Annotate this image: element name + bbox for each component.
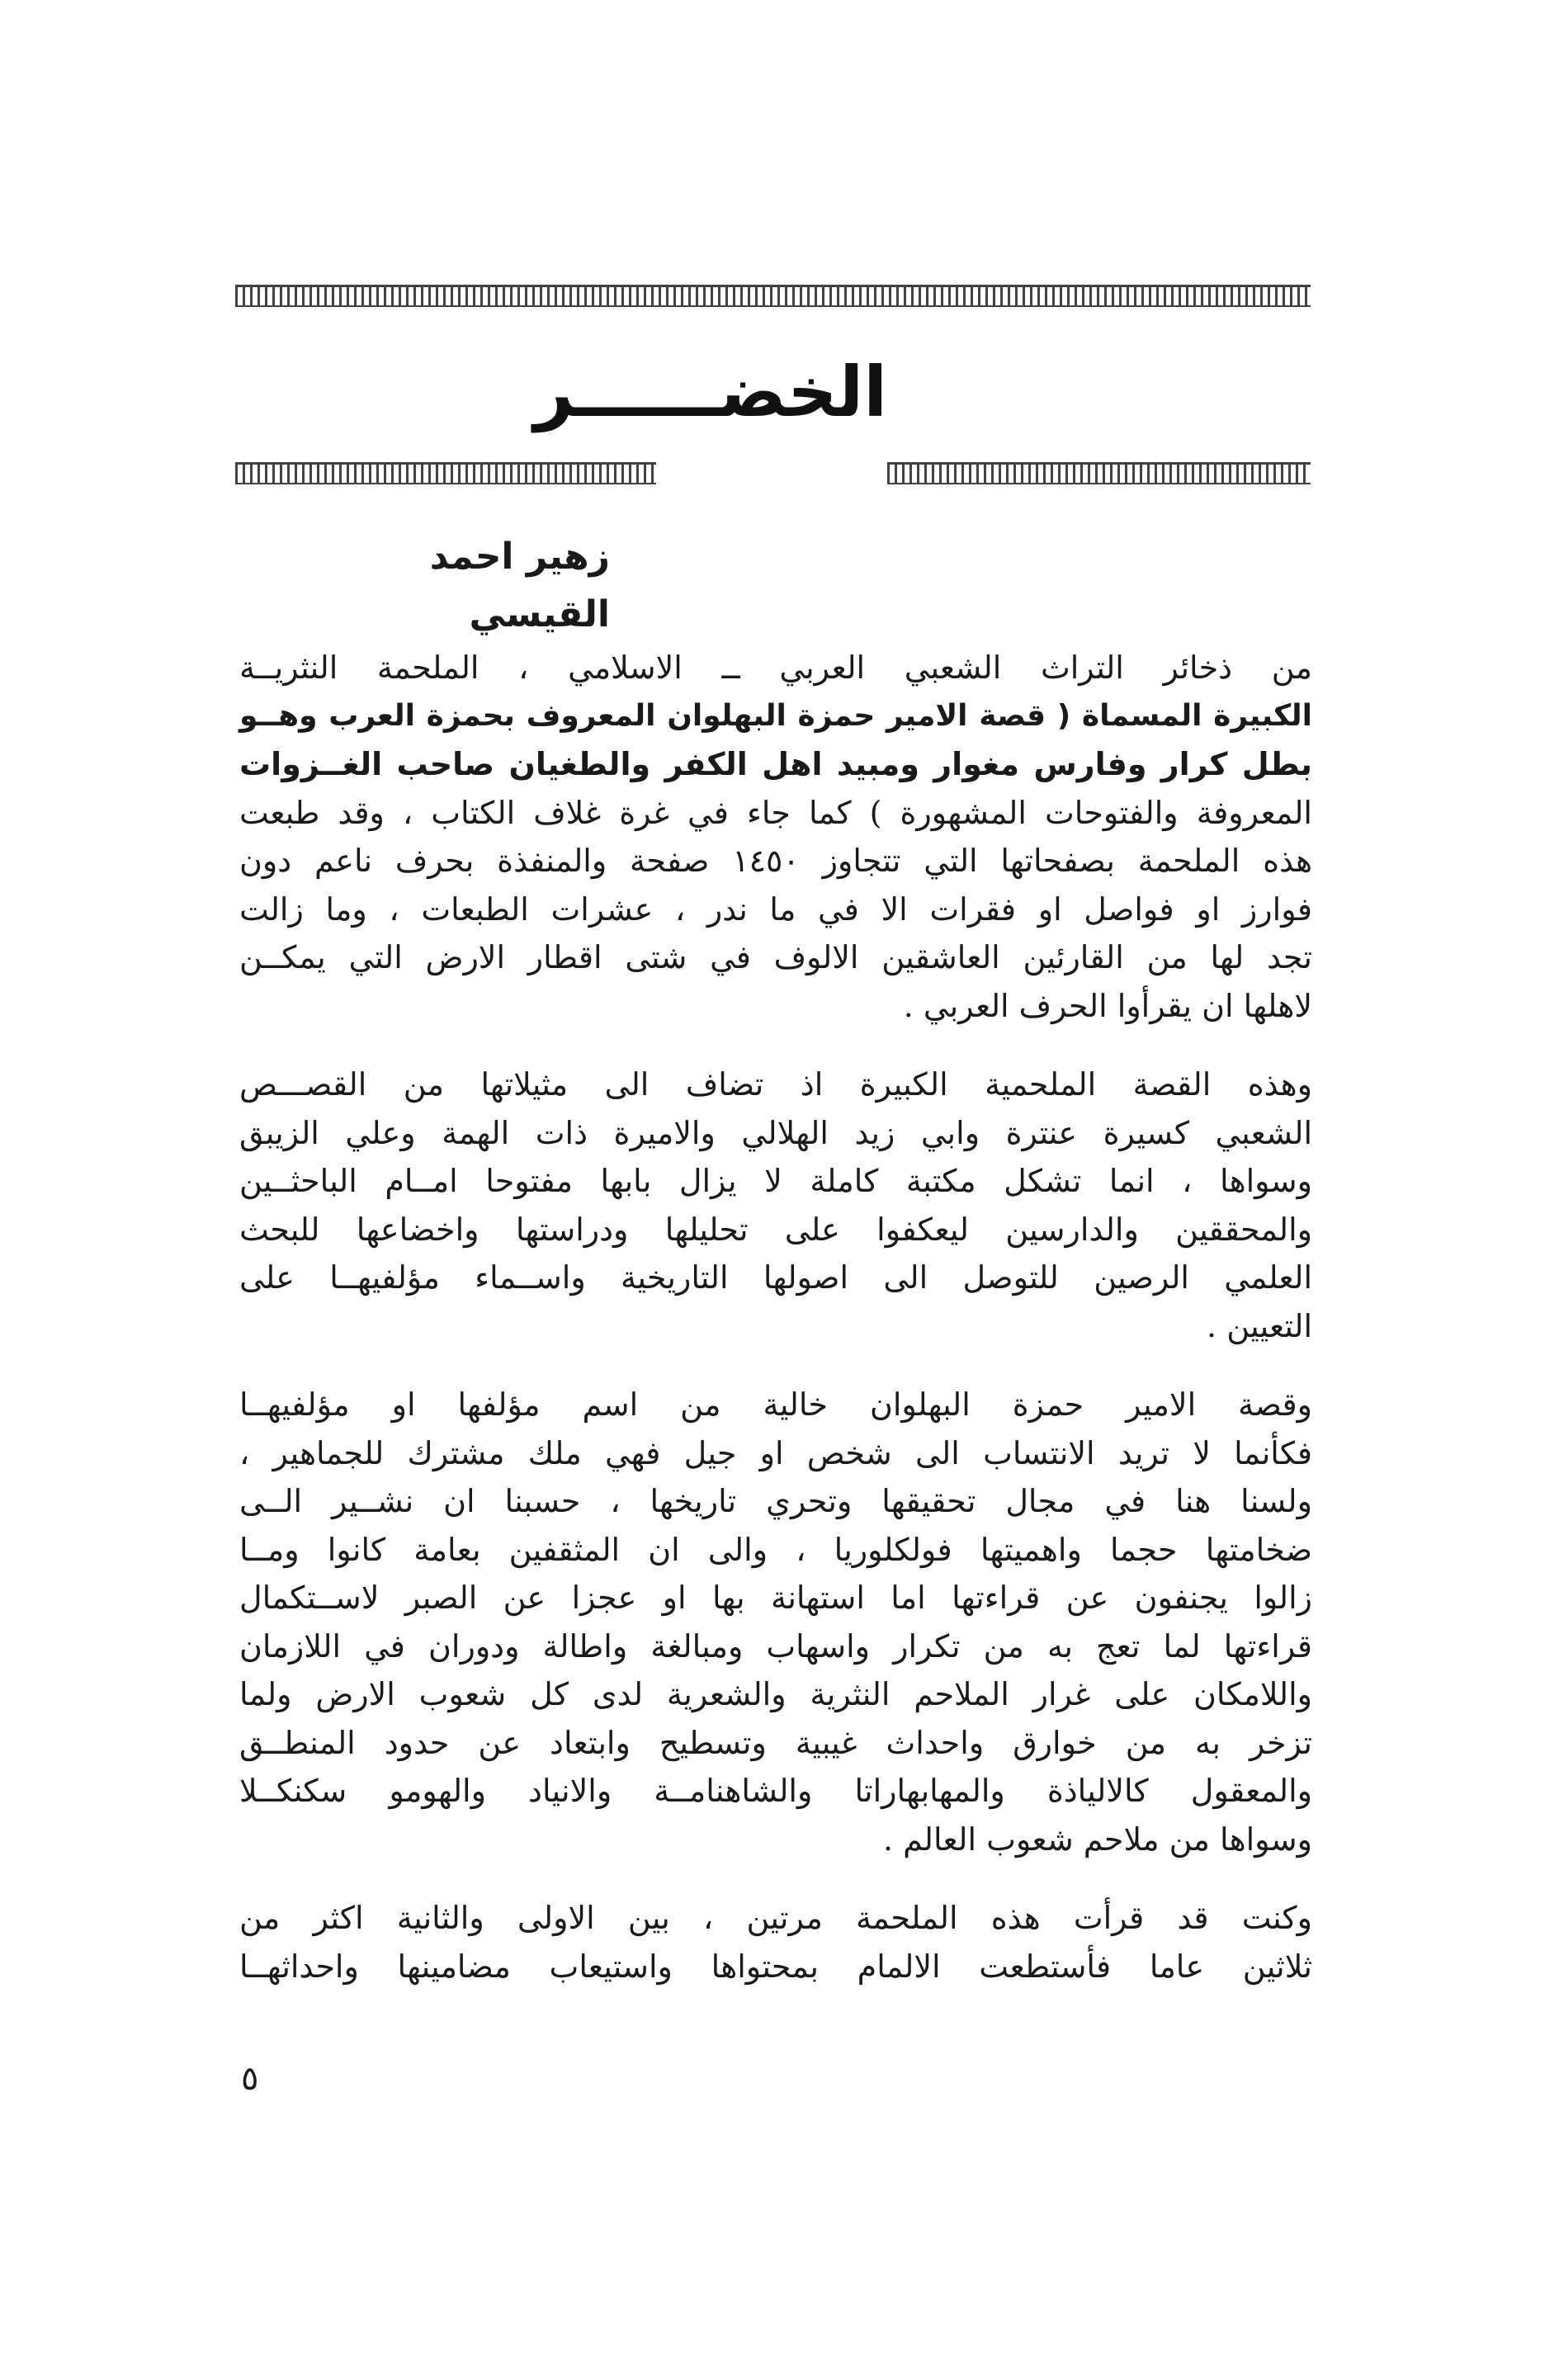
text-line: لاهلها ان يقرأوا الحرف العربي . — [903, 987, 1312, 1024]
text-line: الشعبي كسيرة عنترة وابي زيد الهلالي والاميرة ذات الهمة وعلي الزيبق — [239, 1114, 1312, 1151]
text-line: وقصة الامير حمزة البهلوان خالية من اسم مؤلفها او مؤلفيهــا — [239, 1386, 1312, 1423]
author-name: زهير احمد القيسي — [429, 536, 610, 635]
text-line: ثلاثين عاما فأستطعت الالمام بمحتواها واستيعاب مضامينها واحداثهــا — [239, 1948, 1312, 1985]
text-line: وهذه القصة الملحمية الكبيرة اذ تضاف الى مثيلاتها من القصـــص — [239, 1066, 1312, 1103]
paragraph-2 — [239, 1060, 1312, 1350]
text-line: وكنت قد قرأت هذه الملحمة مرتين ، بين الاولى والثانية اكثر من — [239, 1900, 1312, 1936]
page-number: ٥ — [241, 2060, 259, 2098]
chapter-title: الخضــــــر — [533, 352, 887, 432]
text-line: والمحققين والدارسين ليعكفوا على تحليلها ودراستها واخضاعها للبحث — [239, 1211, 1312, 1248]
text-line: بطل كرار وفارس مغوار ومبيد اهل الكفر والطغيان صاحب الغــزوات — [239, 746, 1312, 782]
text-line: هذه الملحمة بصفحاتها التي تتجاوز ١٤٥٠ صفحة والمنفذة بحرف ناعم دون — [239, 843, 1312, 879]
text-line: واللامكان على غرار الملاحم النثرية والشعرية لدى كل شعوب الارض ولما — [239, 1676, 1312, 1712]
text-line: من ذخائر التراث الشعبي العربي ــ الاسلامي ، الملحمة النثريــة — [239, 649, 1312, 686]
text-line: التعيين . — [1207, 1307, 1312, 1344]
paragraph-4 — [239, 1894, 1312, 1990]
text-line: ضخامتها حجما واهميتها فولكلوريا ، والى ان المثقفين بعامة كانوا ومــا — [239, 1531, 1312, 1568]
text-line: العلمي الرصين للتوصل الى اصولها التاريخية واســماء مؤلفيهــا على — [239, 1259, 1312, 1296]
text-line: وسواها من ملاحم شعوب العالم . — [882, 1820, 1312, 1858]
paragraph-3 — [239, 1381, 1312, 1863]
body-text — [239, 644, 1312, 2021]
text-line: والمعقول كالالياذة والمهابهاراتا والشاهنامــة والانياد والهومو سكنكــلا — [239, 1773, 1312, 1809]
text-line: تجد لها من القارئين العاشقين الالوف في شتى اقطار الارض التي يمكــن — [239, 939, 1312, 975]
top-ornament-band — [235, 285, 1311, 307]
text-line: تزخر به من خوارق واحداث غيبية وتسطيح وابتعاد عن حدود المنطــق — [239, 1724, 1312, 1761]
text-line: فكأنما لا تريد الانتساب الى شخص او جيل فهي ملك مشترك للجماهير ، — [239, 1434, 1312, 1471]
text-line: قراءتها لما تعج به من تكرار واسهاب ومبالغة واطالة ودوران في اللازمان — [239, 1627, 1312, 1665]
text-line: فوارز او فواصل او فقرات الا في ما ندر ، عشرات الطبعات ، وما زالت — [239, 890, 1312, 928]
text-line: زالوا يجنفون عن قراءتها اما استهانة بها او عجزا عن الصبر لاســتكمال — [239, 1580, 1312, 1616]
text-line: وسواها ، انما تشكل مكتبة كاملة لا يزال بابها مفتوحا امــام الباحثــين — [239, 1163, 1312, 1199]
text-line: الكبيرة المسماة ( قصة الامير حمزة البهلوان المعروف بحمزة العرب وهــو — [239, 698, 1312, 733]
left-ornament-band — [235, 462, 656, 484]
paragraph-1 — [239, 644, 1312, 1030]
text-line: ولسنا هنا في مجال تحقيقها وتحري تاريخها ، حسبنا ان نشــير الــى — [239, 1483, 1312, 1519]
text-line: المعروفة والفتوحات المشهورة ) كما جاء في غرة غلاف الكتاب ، وقد طبعت — [239, 794, 1312, 831]
right-ornament-band — [887, 462, 1311, 484]
